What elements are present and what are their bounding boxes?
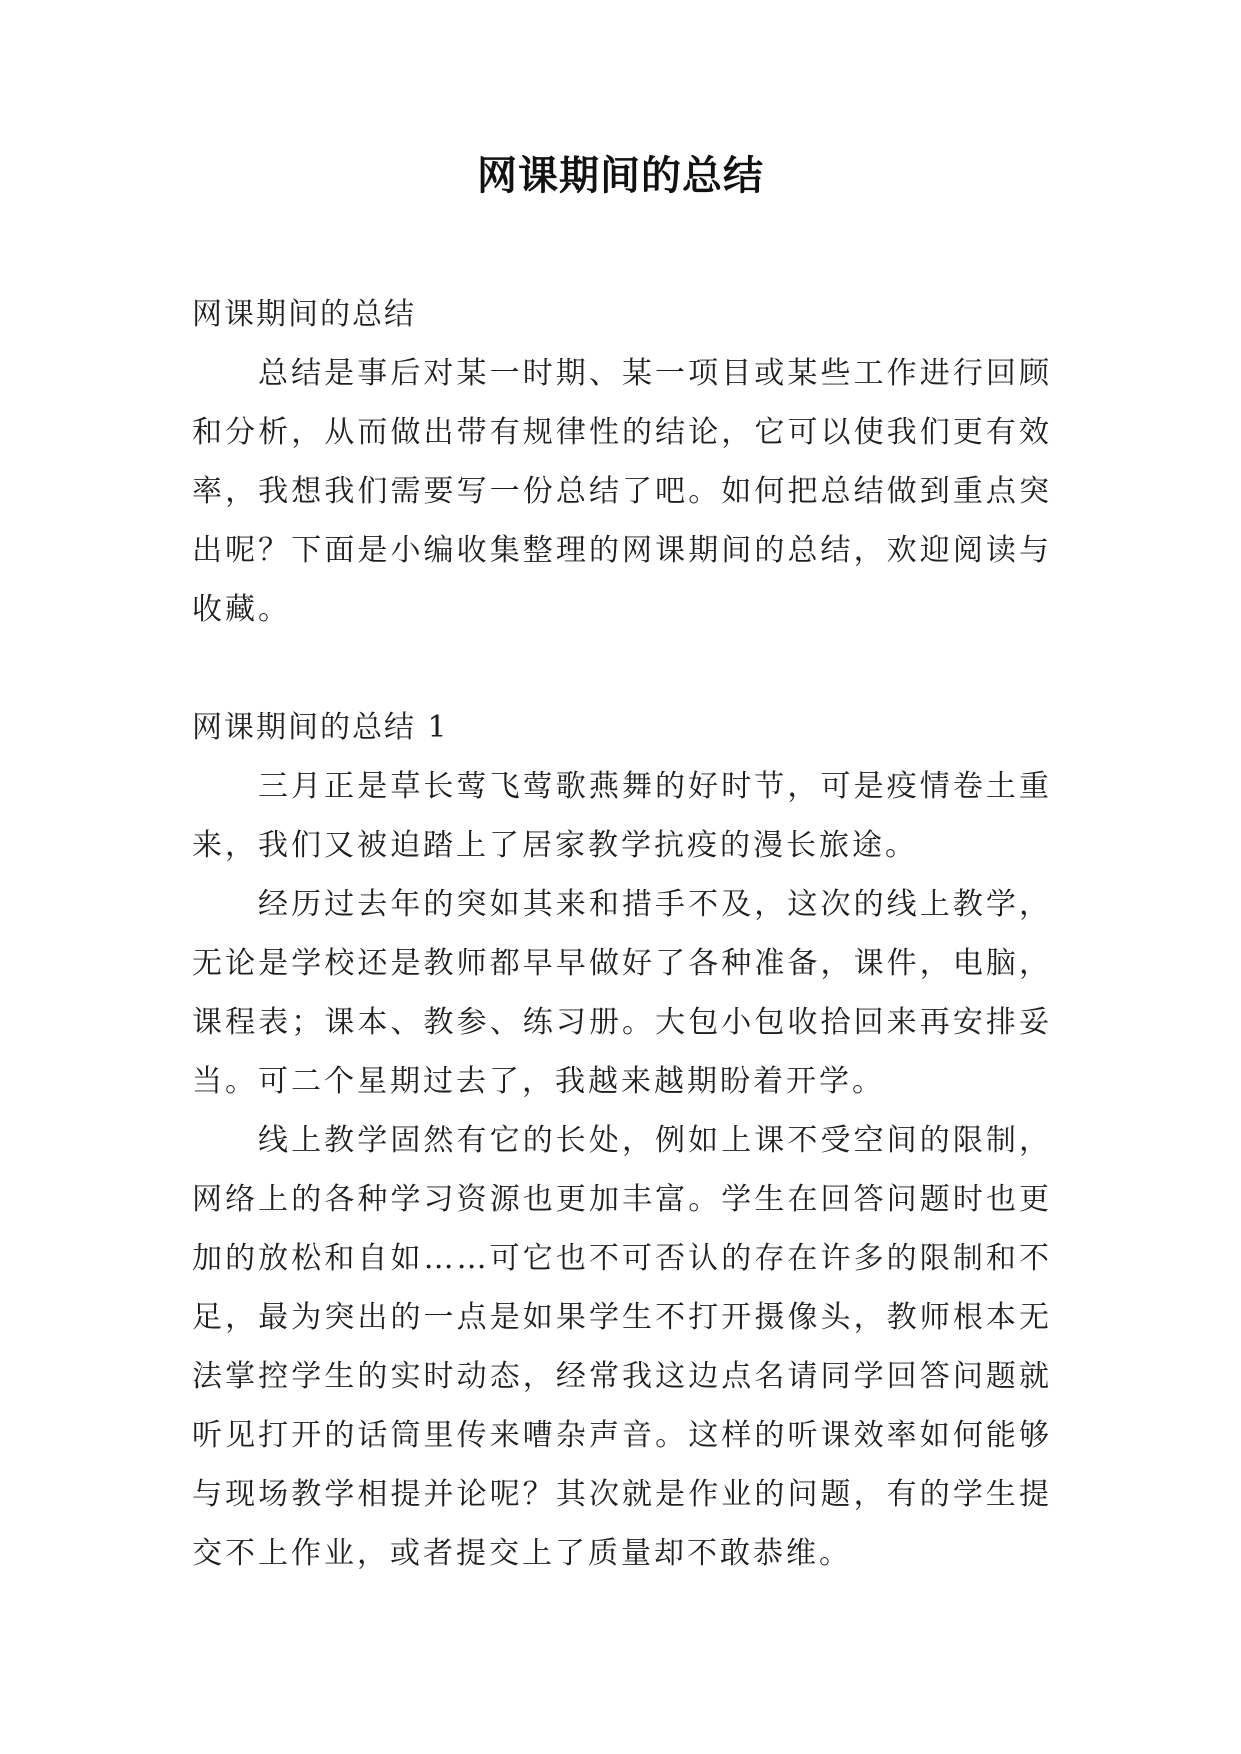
body-paragraph: 经历过去年的突如其来和措手不及，这次的线上教学，无论是学校还是教师都早早做好了各种准备，课件，电脑，课程表；课本、教参、练习册。大包小包收拾回来再安排妥当。可二个星期过去了，我越来越期盼着开学。 [192,887,1052,1099]
intro-paragraph: 总结是事后对某一时期、某一项目或某些工作进行回顾和分析，从而做出带有规律性的结论，它可以使我们更有效率，我想我们需要写一份总结了吧。如何把总结做到重点突出呢？下面是小编收集整理的网课期间的总结，欢迎阅读与收藏。 [192,356,1052,627]
body-paragraph: 线上教学固然有它的长处，例如上课不受空间的限制，网络上的各种学习资源也更加丰富。学生在回答问题时也更加的放松和自如……可它也不可否认的存在许多的限制和不足，最为突出的一点是如果学生不打开摄像头，教师根本无法掌控学生的实时动态，经常我这边点名请同学回答问题就听见打开的话筒里传来嘈杂声音。这样的听课效率如何能够与现场教学相提并论呢？其次就是作业的问题，有的学生提交不上作业，或者提交上了质量却不敢恭维。 [192,1123,1052,1571]
section-heading: 网课期间的总结 1 [192,710,449,745]
document-body [192,285,1052,1583]
body-paragraph: 三月正是草长莺飞莺歌燕舞的好时节，可是疫情卷土重来，我们又被迫踏上了居家教学抗疫的漫长旅途。 [192,769,1052,863]
document-title: 网课期间的总结 [477,152,764,199]
intro-heading: 网课期间的总结 [192,297,416,332]
section-spacer [192,639,1052,698]
